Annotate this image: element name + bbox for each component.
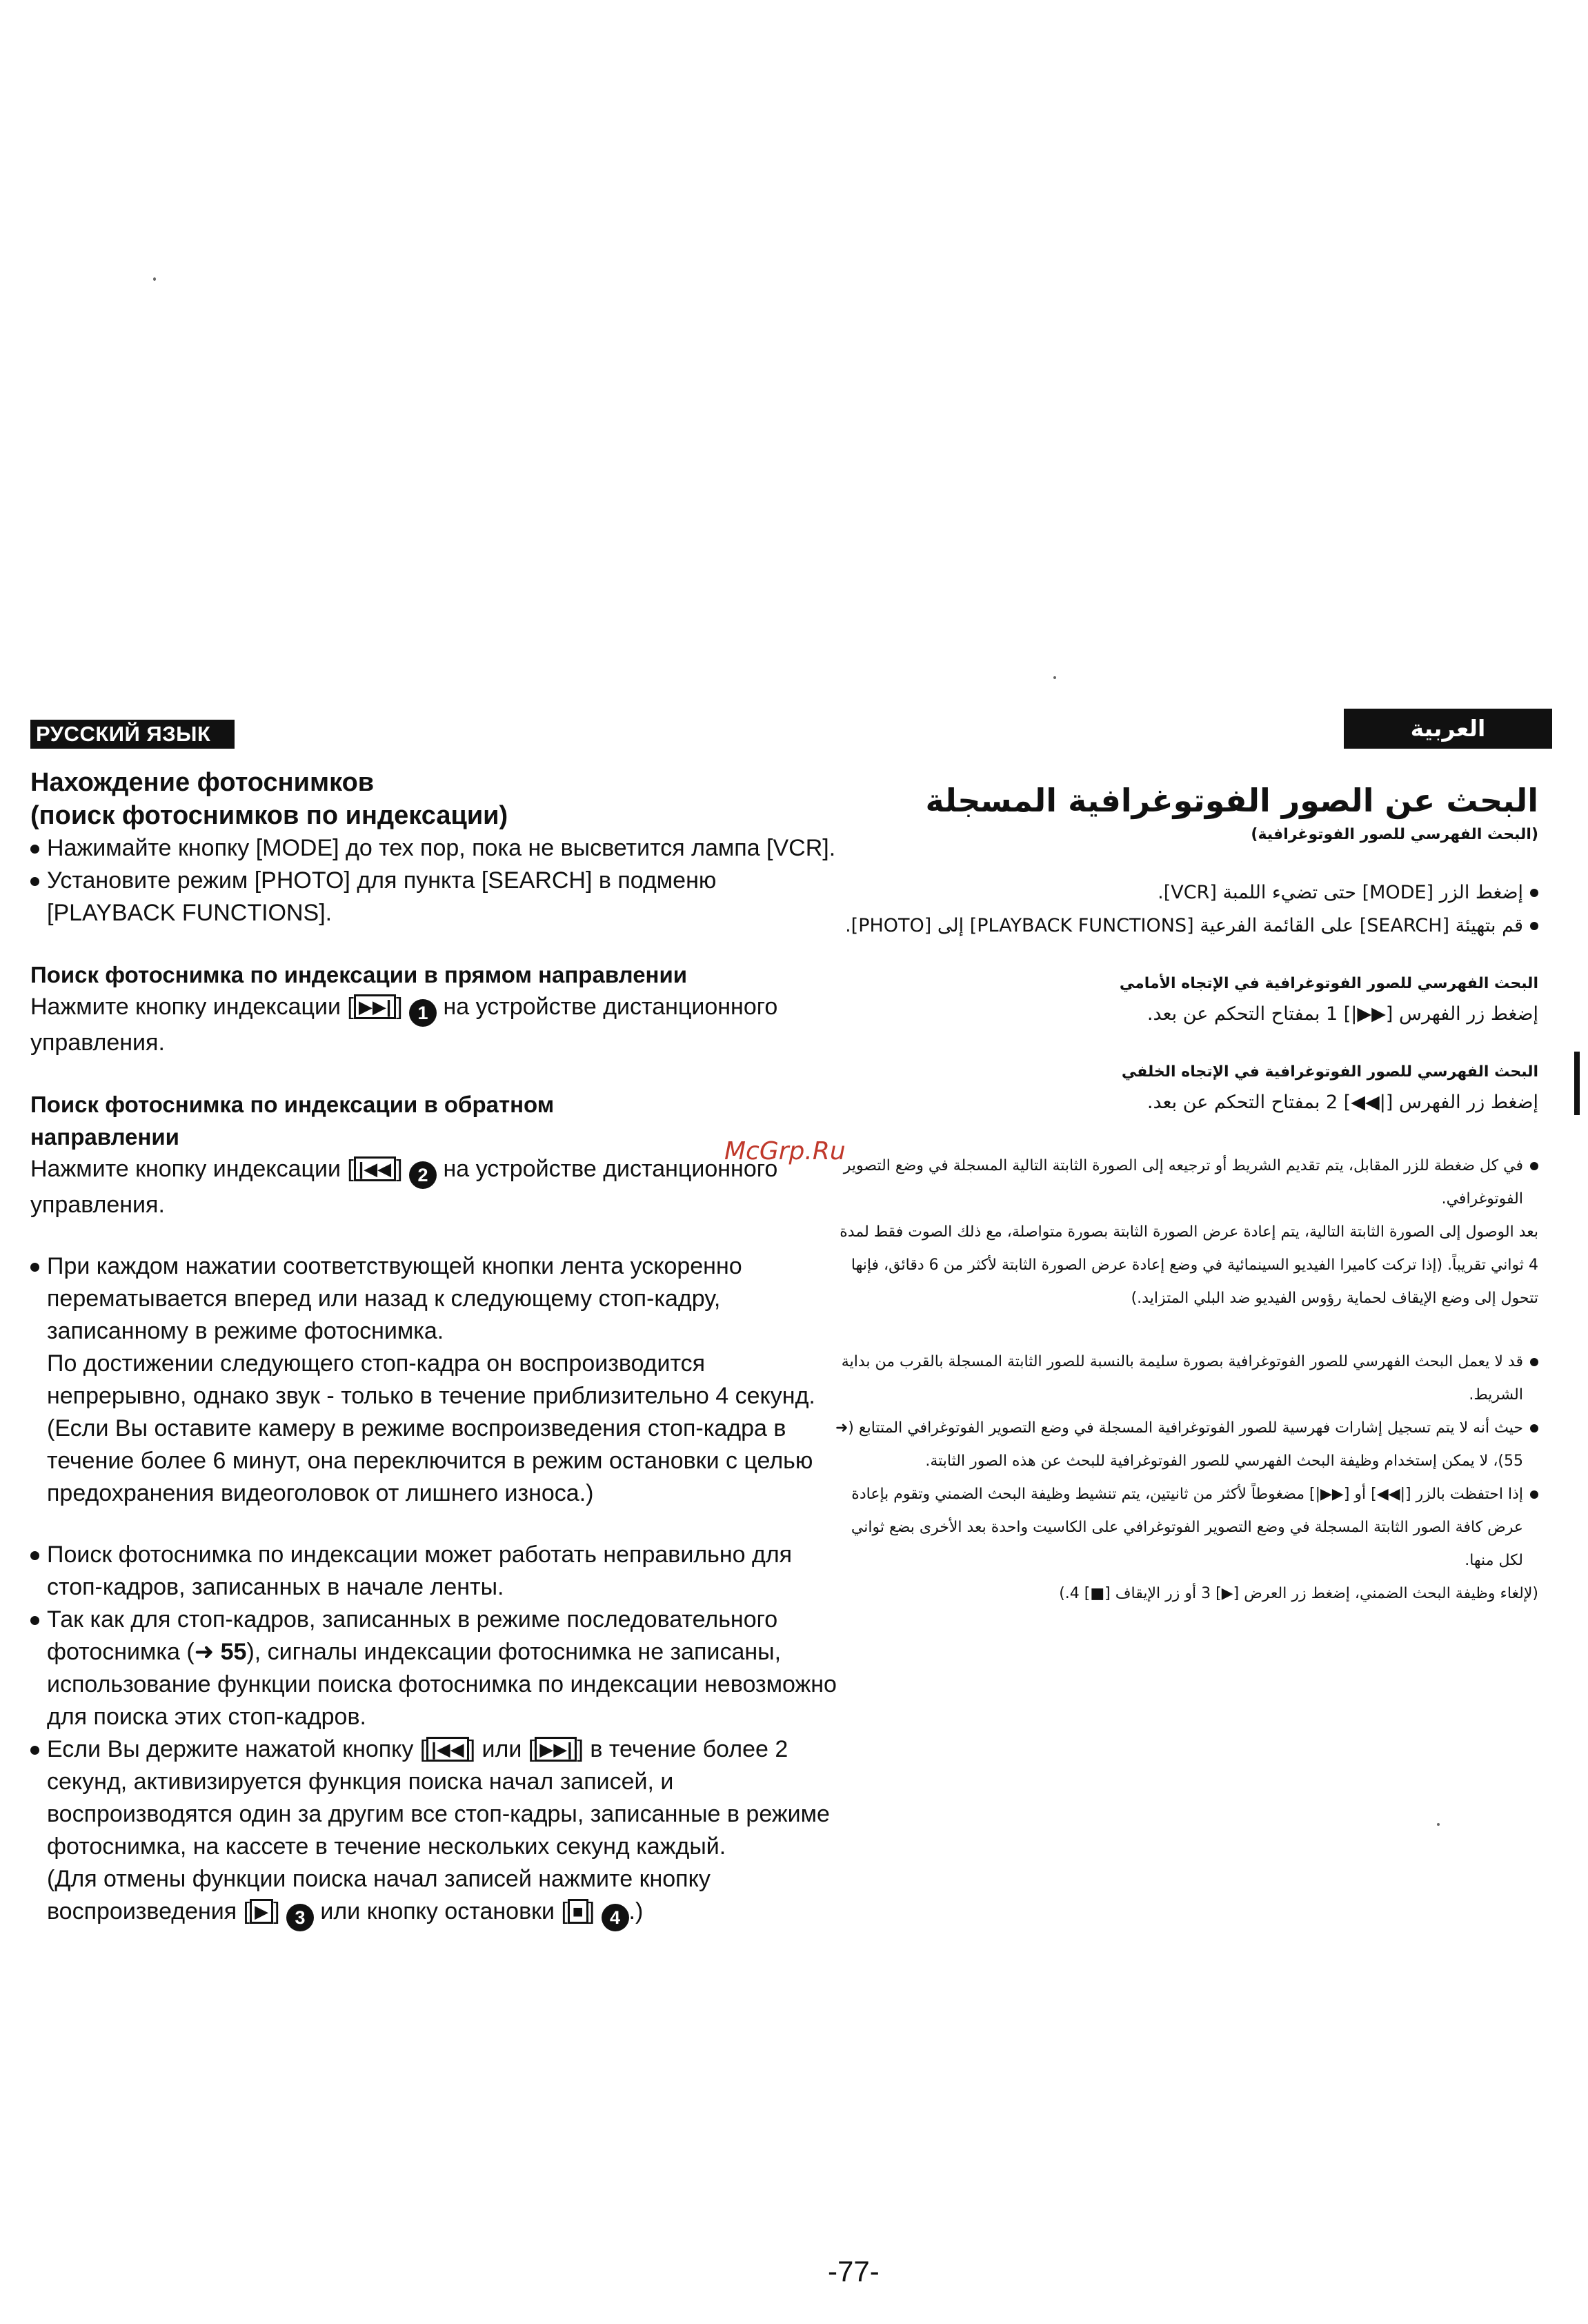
arabic-note-tape-start: قد لا يعمل البحث الفهرسي للصور الفوتوغرافية بصورة سليمة بالنسبة للصور الثابتة المسجلة بالقرب من بداية الشريط. [828,1346,1538,1412]
page-reference: ➜ 55 [194,1639,247,1665]
margin-marker-bar [1574,1052,1580,1115]
index-reverse-button-icon: |◀◀ [426,1737,468,1762]
index-forward-button-icon: ▶▶| [535,1737,577,1762]
play-button-icon: ▶ [250,1899,273,1924]
arabic-note-fast-forward-continued: بعد الوصول إلى الصورة الثابتة التالية، يتم إعادة عرض الصورة الثابتة بصورة متواصلة، مع ذلك الصوت فقط لمدة 4 ثواني تقريباً. (إذا تركت كاميرا الفيديو السينمائية في وضع إعادة عرض الصورة الثابتة لأكثر من 6 دقائق، فإنها تتحول إلى وضع الإيقاف لحماية رؤوس الفيديو ضد البلي المتزايد.) [840,1223,1538,1307]
arabic-setup-mode: إضغط الزر [MODE] حتى تضيء اللمبة [VCR]. [828,876,1538,909]
index-reverse-button-icon: |◀◀ [354,1156,396,1181]
note-sequential-photo: Так как для стоп-кадров, записанных в режиме последовательного фотоснимка (➜ 55), сигналы индексации фотоснимка не записаны, использование функции поиска фотоснимка по индексации невозможно для поиска этих стоп-кадров. [30,1604,844,1733]
step-number-3: 3 [286,1904,314,1931]
index-forward-button-icon: ▶▶| [354,994,396,1019]
arabic-reverse-instruction: إضغط زر الفهرس [|◀◀] 2 بمفتاح التحكم عن بعد. [1147,1092,1538,1113]
arabic-note-fast-forward: في كل ضغطة للزر المقابل، يتم تقديم الشريط أو ترجيعه إلى الصورة الثابتة التالية المسجلة في وضع التصوير الفوتوغرافي. [828,1150,1538,1216]
note-fast-forward-continued: По достижении следующего стоп-кадра он воспроизводится непрерывно, однако звук - только в течение приблизительно 4 секунд. (Если Вы оставите камеру в режиме воспроизведения стоп-кадра в течение более 6 минут, она переключится в режим остановки с целью предохранения видеоголовок от лишнего износа.) [47,1350,815,1506]
note-hold-button: Если Вы держите нажатой кнопку [ |◀◀ ] или [ ▶▶| ] в течение более 2 секунд, активизируется функция поиска начал записей, и воспроизводятся один за другим все стоп-кадры, записанные в режиме фотоснимка, на кассете в течение нескольких секунд каждый. [30,1733,844,1863]
scan-speck [1437,1823,1440,1826]
step-number-4: 4 [602,1904,629,1931]
forward-search-heading: Поиск фотоснимка по индексации в прямом направлении [30,962,688,987]
scan-speck [1053,676,1056,679]
reverse-search-instruction: Нажмите кнопку индексации [ |◀◀ ] 2 на устройстве дистанционного управления. [30,1156,778,1218]
watermark: McGrp.Ru [724,1137,846,1165]
scan-speck [153,277,156,281]
note-fast-forward: При каждом нажатии соответствующей кнопки лента ускоренно перематывается вперед или назад к следующему стоп-кадру, записанному в режиме фотоснимка. [30,1250,844,1348]
language-tag-russian: РУССКИЙ ЯЗЫК [30,720,235,749]
language-tag-arabic: العربية [1344,709,1552,749]
arabic-note-hold-button: إذا احتفظت بالزر [|◀◀] أو [▶▶|] مضغوطاً لأكثر من ثانيتين، يتم تنشيط وظيفة البحث الضمني وتقوم بإعادة عرض كافة الصور الثابتة المسجلة في وضع التصوير الفوتوغرافي على الكاسيت واحدة بعد الأخرى بضع ثواني لكل منها. [828,1478,1538,1577]
russian-column [30,766,844,1931]
setup-step-search: Установите режим [PHOTO] для пункта [SEARCH] в подменю [PLAYBACK FUNCTIONS]. [30,865,844,929]
note-cancel-search: (Для отмены функции поиска начал записей нажмите кнопку воспроизведения [ ▶ ] 3 или кнопку остановки [ ■ ] 4 .) [30,1863,844,1931]
stop-button-icon: ■ [568,1899,588,1924]
arabic-subtitle: (البحث الفهرسي للصور الفوتوغرافية) [1251,826,1538,843]
note-tape-start: Поиск фотоснимка по индексации может работать неправильно для стоп-кадров, записанных в начале ленты. [30,1539,844,1604]
step-number-1: 1 [409,999,437,1027]
step-number-2: 2 [409,1161,437,1189]
reverse-search-heading: Поиск фотоснимка по индексации в обратном направлении [30,1092,555,1150]
arabic-forward-heading: البحث الفهرسي للصور الفوتوغرافية في الإتجاه الأمامي [1119,975,1538,992]
page-title: Нахождение фотоснимков [30,768,375,797]
arabic-note-cancel-search: (لإلغاء وظيفة البحث الضمني، إضغط زر العرض [▶] 3 أو زر الإيقاف [■] 4.) [1059,1585,1538,1602]
arabic-note-sequential-photo: حيث أنه لا يتم تسجيل إشارات فهرسية للصور الفوتوغرافية المسجلة في وضع التصوير الفوتوغرافي المتتابع (➜ 55)، لا يمكن إستخدام وظيفة البحث الفهرسي للصور الفوتوغرافية للبحث عن هذه الصور الثابتة. [828,1412,1538,1478]
page-subtitle: (поиск фотоснимков по индексации) [30,801,508,830]
page-number: -77- [828,2255,880,2287]
forward-search-instruction: Нажмите кнопку индексации [ ▶▶| ] 1 на устройстве дистанционного управления. [30,994,778,1056]
setup-step-mode: Нажимайте кнопку [MODE] до тех пор, пока не высветится лампа [VCR]. [30,832,844,865]
arabic-setup-search: قم بتهيئة [SEARCH] على القائمة الفرعية [PLAYBACK FUNCTIONS] إلى [PHOTO]. [828,909,1538,943]
arabic-column [828,780,1538,1611]
arabic-reverse-heading: البحث الفهرسي للصور الفوتوغرافية في الإتجاه الخلفي [1121,1063,1538,1081]
arabic-forward-instruction: إضغط زر الفهرس [▶▶|] 1 بمفتاح التحكم عن بعد. [1147,1003,1538,1025]
arabic-title: البحث عن الصور الفوتوغرافية المسجلة [925,782,1538,819]
